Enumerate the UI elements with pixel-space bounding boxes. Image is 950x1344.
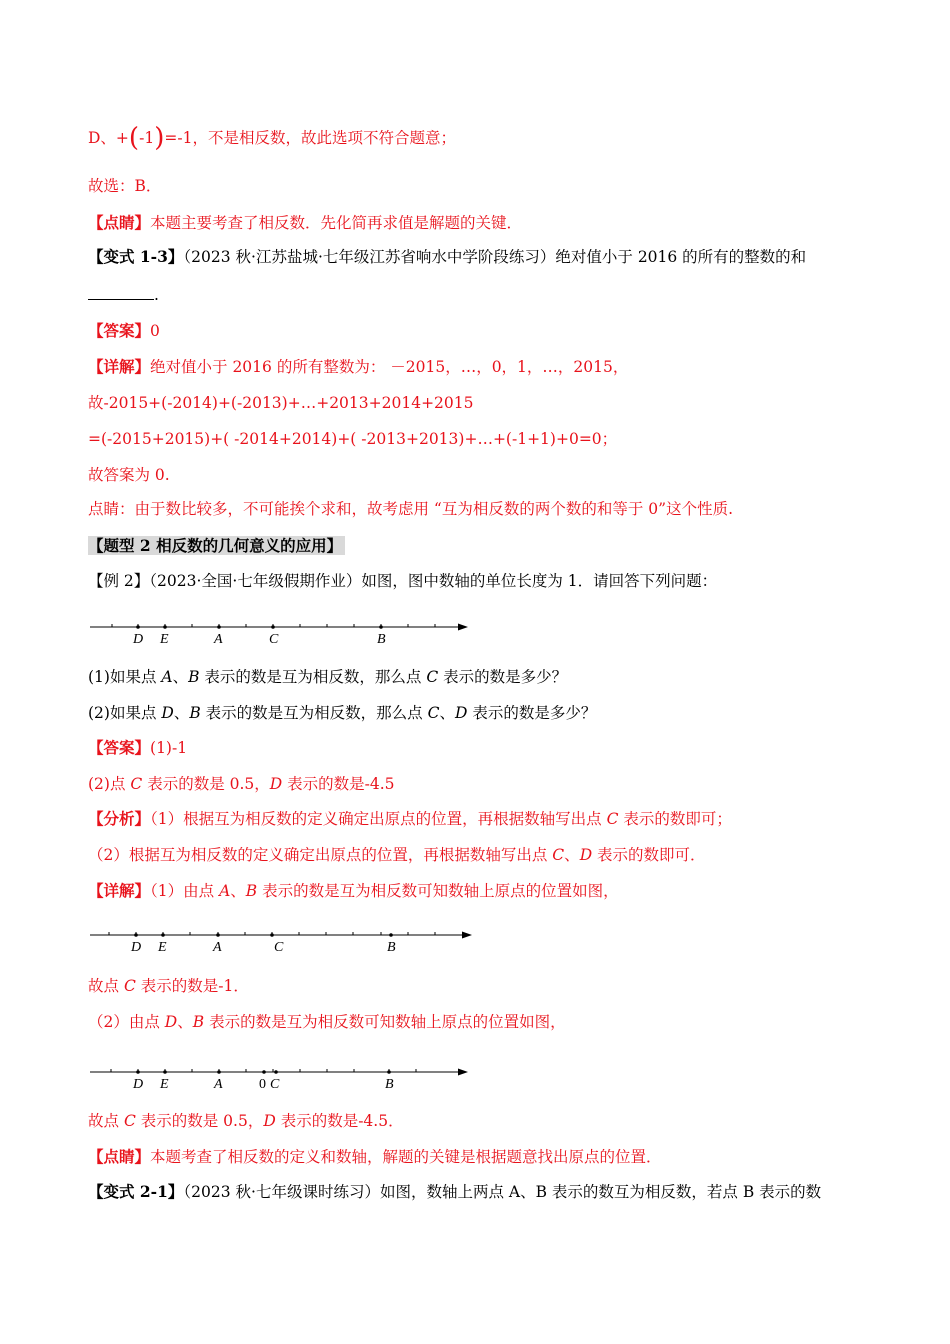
note-1: 【点睛】本题主要考查了相反数．先化简再求值是解题的关键． [88, 213, 523, 232]
detail-1-3: 【详解】绝对值小于 2016 的所有整数为： －2015，…，0，1，…，2015， [88, 357, 629, 376]
point-d [136, 1070, 140, 1074]
label-c: C [274, 940, 284, 955]
question-2: (2)如果点 D、B 表示的数是互为相反数，那么点 C、D 表示的数是多少？ [88, 704, 597, 722]
point-a [216, 933, 220, 937]
detail-2-result-2: 故点 C 表示的数是 0.5，D 表示的数是-4.5． [88, 1112, 404, 1130]
point-b [387, 1070, 391, 1074]
point-b [389, 933, 393, 937]
label-b: B [385, 1077, 394, 1092]
point-b [379, 625, 383, 629]
label-d: D [133, 1077, 144, 1092]
detail-2-result-1: 故点 C 表示的数是-1． [88, 977, 249, 995]
detail-2: 【详解】（1）由点 A、B 表示的数是互为相反数可知数轴上原点的位置如图， [88, 881, 619, 900]
example-2: 【例 2】（2023·全国·七年级假期作业）如图，图中数轴的单位长度为 1．请回答下列问题： [88, 572, 718, 590]
label-zero: 0 [259, 1077, 266, 1092]
variant-1-3: 【变式 1-3】（2023 秋·江苏盐城·七年级江苏省响水中学阶段练习）绝对值小于 2016 的所有的整数的和 [88, 247, 807, 266]
label-a: A [213, 940, 222, 955]
question-1: (1)如果点 A、B 表示的数是互为相反数，那么点 C 表示的数是多少？ [88, 668, 568, 686]
answer-2: 【答案】(1)-1 [88, 738, 188, 757]
label-c: C [269, 632, 279, 647]
point-d [136, 625, 140, 629]
label-b: B [377, 632, 386, 647]
right-paren: ) [154, 123, 165, 153]
note-2: 【点睛】本题考查了相反数的定义和数轴，解题的关键是根据题意找出原点的位置． [88, 1147, 662, 1166]
label-b: B [387, 940, 396, 955]
label-c: C [270, 1077, 280, 1092]
label-a: A [214, 632, 223, 647]
number-line-detail-1 [88, 925, 488, 957]
label-a: A [214, 1077, 223, 1092]
point-a [217, 1070, 221, 1074]
label-e: E [160, 632, 169, 647]
detail-2-part2: （2）由点 D、B 表示的数是互为相反数可知数轴上原点的位置如图， [88, 1013, 566, 1031]
label-e: E [158, 940, 167, 955]
option-d-line: D、+(-1)=-1，不是相反数，故此选项不符合题意； [88, 123, 456, 153]
detail-1-3-note: 点睛：由于数比较多，不可能挨个求和，故考虑用 “互为相反数的两个数的和等于 0”这个性质. [88, 500, 733, 518]
axis-arrow-icon [458, 624, 468, 631]
number-line-question [88, 617, 488, 649]
point-e [163, 1070, 167, 1074]
point-c [270, 933, 274, 937]
point-c [274, 1070, 278, 1074]
variant-2-1: 【变式 2-1】（2023 秋·七年级课时练习）如图，数轴上两点 A、B 表示的数互为相反数，若点 B 表示的数 [88, 1182, 822, 1201]
number-line-detail-2 [88, 1062, 488, 1094]
axis-arrow-icon [458, 1069, 468, 1076]
left-paren: ( [128, 123, 140, 153]
section-heading-2: 【题型 2 相反数的几何意义的应用】 [88, 535, 345, 557]
label-d: D [133, 632, 144, 647]
axis-arrow-icon [462, 932, 472, 939]
answer-blank [88, 285, 154, 300]
point-e [163, 625, 167, 629]
answer-2-part2: (2)点 C 表示的数是 0.5，D 表示的数是-4.5 [88, 775, 395, 793]
point-a [217, 625, 221, 629]
analysis-2: 【分析】（1）根据互为相反数的定义确定出原点的位置，再根据数轴写出点 C 表示的数即可； [88, 809, 732, 828]
detail-1-3-line3: =(-2015+2015)+( -2014+2014)+( -2013+2013)+…+(-1+1)+0=0； [88, 430, 618, 448]
label-d: D [131, 940, 142, 955]
analysis-2-part2: （2）根据互为相反数的定义确定出原点的位置，再根据数轴写出点 C、D 表示的数即可． [88, 846, 706, 864]
variant-1-3-blank: . [88, 284, 159, 306]
answer-1-3: 【答案】0 [88, 321, 160, 340]
point-c [271, 625, 275, 629]
label-e: E [160, 1077, 169, 1092]
choose-line: 故选：B． [88, 177, 162, 195]
detail-1-3-line2: 故-2015+(-2014)+(-2013)+…+2013+2014+2015 [88, 394, 474, 412]
point-origin [262, 1070, 266, 1074]
point-e [161, 933, 165, 937]
detail-1-3-line4: 故答案为 0. [88, 466, 170, 484]
point-d [134, 933, 138, 937]
